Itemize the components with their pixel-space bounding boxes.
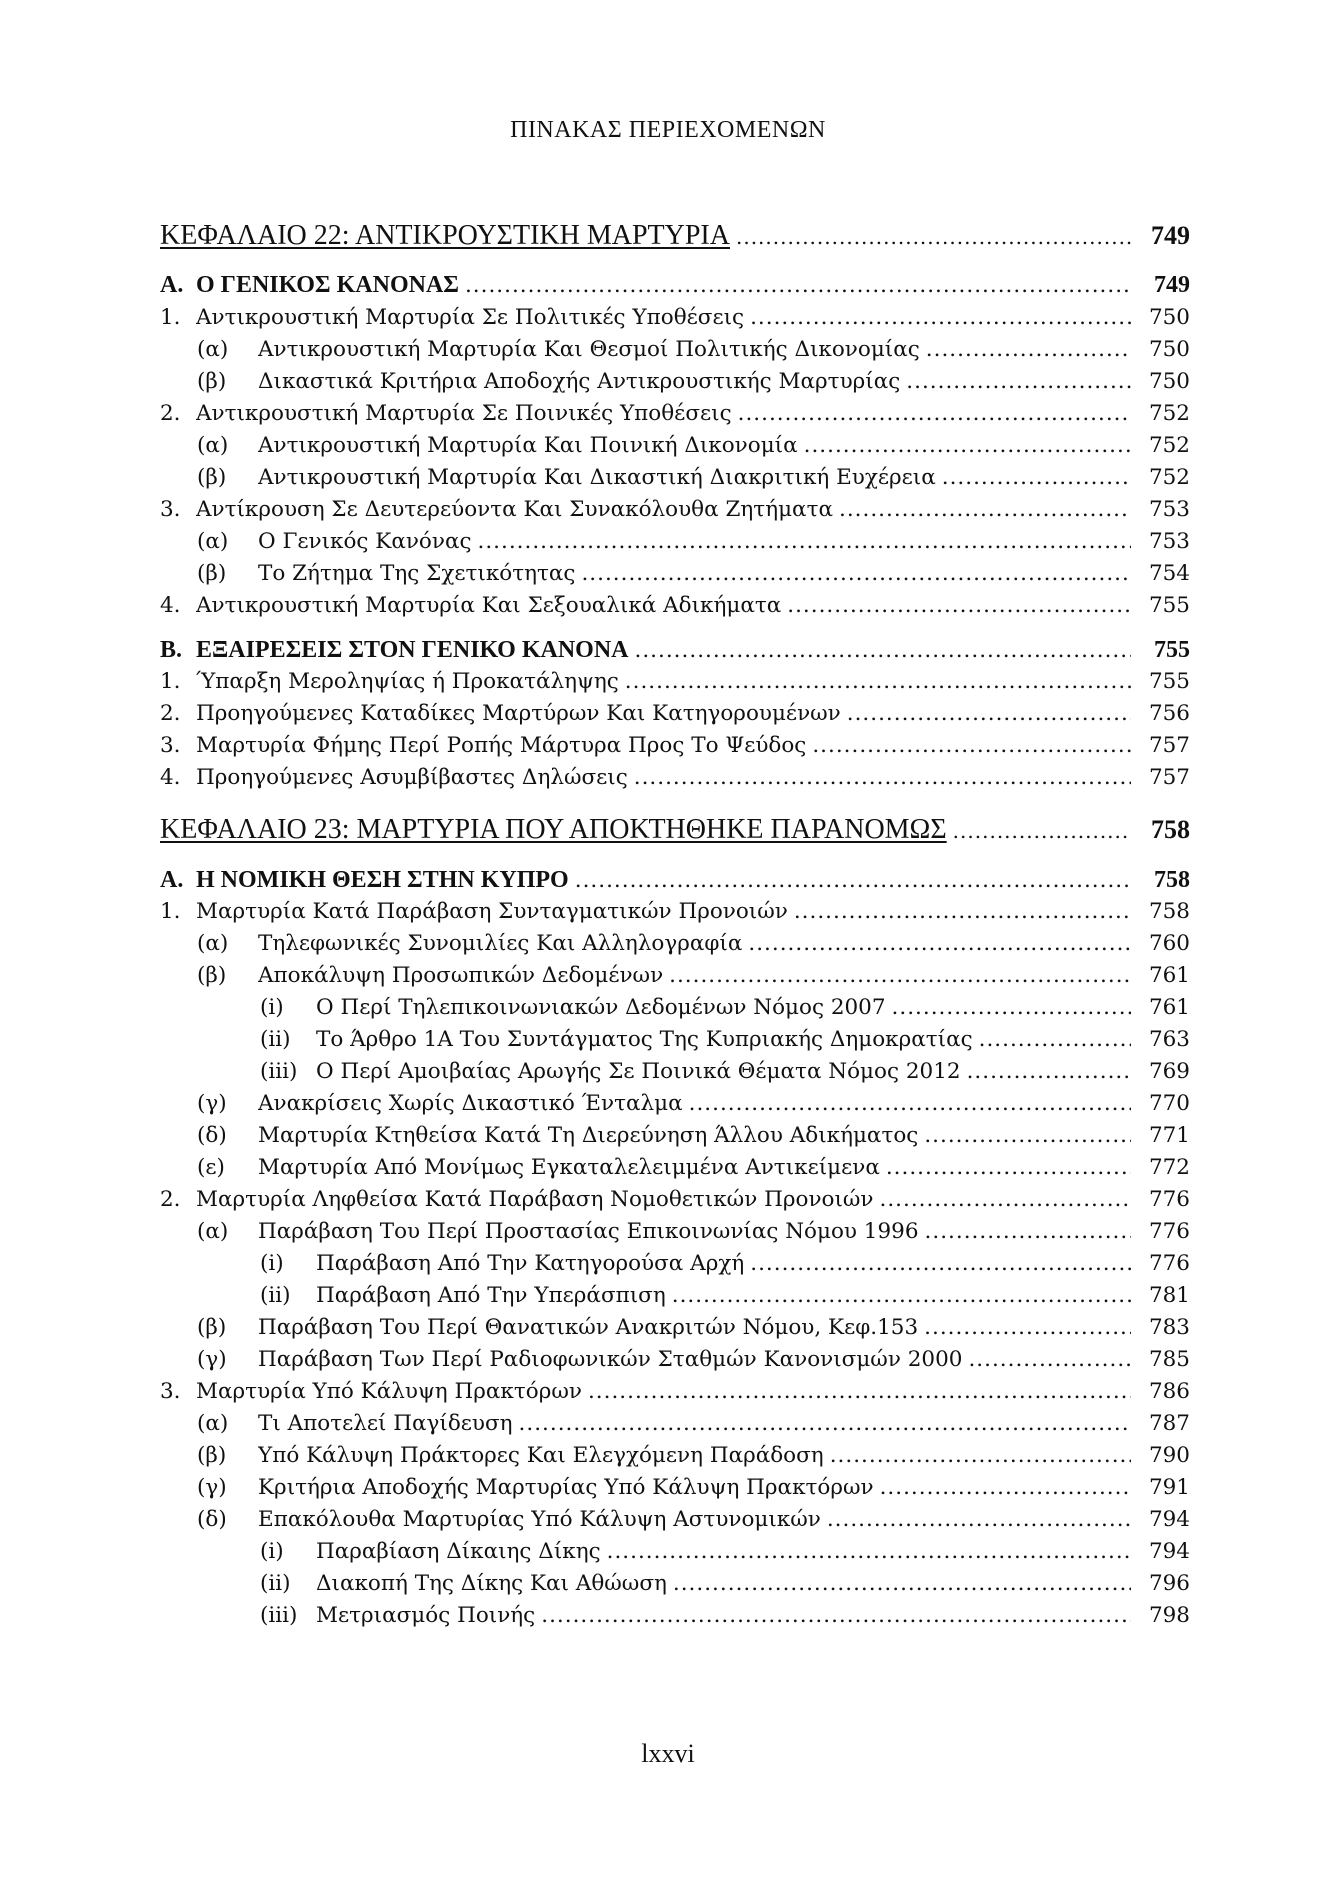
entry-number: 3.: [160, 497, 181, 522]
entry-title: Ο ΓΕΝΙΚΟΣ ΚΑΝΟΝΑΣ: [196, 269, 465, 301]
toc-entry: [0, 1056, 1336, 1088]
entry-page-number: 758: [1148, 899, 1190, 924]
entry-title: Τηλεφωνικές Συνομιλίες Και Αλληλογραφία: [258, 928, 748, 960]
entry-number: (α): [197, 931, 229, 956]
toc-entry: [0, 1472, 1336, 1504]
entry-title: Αποκάλυψη Προσωπικών Δεδομένων: [258, 960, 669, 992]
entry-title: Αντικρουστική Μαρτυρία Και Ποινική Δικονομία: [258, 430, 804, 462]
entry-title: Παράβαση Του Περί Προστασίας Επικοινωνίας Νόμου 1996: [258, 1216, 925, 1248]
toc-entry: [0, 730, 1336, 762]
dot-leader: [830, 1440, 1131, 1472]
entry-number: (β): [197, 1443, 227, 1468]
entry-page-number: 752: [1148, 433, 1190, 458]
dot-leader: [924, 1120, 1131, 1152]
entry-title: Ο Περί Τηλεπικοινωνιακών Δεδομένων Νόμος 2007: [316, 992, 892, 1024]
dot-leader: [880, 1184, 1132, 1216]
entry-page-number: 755: [1154, 637, 1190, 663]
section-entry: [0, 864, 1336, 896]
dot-leader: [886, 1152, 1131, 1184]
entry-page-number: 794: [1148, 1539, 1190, 1564]
entry-page-number: 796: [1148, 1571, 1190, 1596]
entry-number: (β): [197, 465, 227, 490]
entry-number: (α): [197, 433, 229, 458]
dot-leader: [634, 762, 1131, 794]
entry-page-number: 757: [1148, 733, 1190, 758]
entry-number: (i): [260, 1539, 284, 1564]
entry-number: (α): [197, 1219, 229, 1244]
toc-entry: [0, 334, 1336, 366]
entry-title: Η ΝΟΜΙΚΗ ΘΕΣΗ ΣΤΗΝ ΚΥΠΡΟ: [196, 864, 575, 896]
entry-title: ΚΕΦΑΛΑΙΟ 22: ΑΝΤΙΚΡΟΥΣΤΙΚΗ ΜΑΡΤΥΡΙΑ: [160, 220, 736, 252]
dot-leader: [812, 730, 1131, 762]
toc-entry: [0, 590, 1336, 622]
entry-number: (iii): [260, 1603, 298, 1628]
entry-page-number: 756: [1148, 701, 1190, 726]
toc-entry: [0, 1504, 1336, 1536]
dot-leader: [575, 865, 1131, 897]
entry-number: Α.: [160, 867, 184, 893]
toc-entry: [0, 992, 1336, 1024]
section-entry: [0, 634, 1336, 666]
toc-entry: [0, 494, 1336, 526]
entry-title: Κριτήρια Αποδοχής Μαρτυρίας Υπό Κάλυψη Πρακτόρων: [258, 1472, 880, 1504]
entry-number: (ii): [260, 1571, 291, 1596]
entry-title: Αντικρουστική Μαρτυρία Σε Πολιτικές Υποθέσεις: [196, 302, 750, 334]
entry-page-number: 776: [1148, 1219, 1190, 1244]
entry-page-number: 750: [1148, 337, 1190, 362]
toc-entry: [0, 302, 1336, 334]
entry-number: (β): [197, 1315, 227, 1340]
entry-page-number: 755: [1148, 593, 1190, 618]
toc-entry: [0, 896, 1336, 928]
entry-number: (ii): [260, 1283, 291, 1308]
entry-number: 1.: [160, 899, 181, 924]
toc-entry: [0, 558, 1336, 590]
dot-leader: [750, 1248, 1131, 1280]
toc-entry: [0, 1088, 1336, 1120]
entry-number: (iii): [260, 1059, 298, 1084]
toc-entry: [0, 1216, 1336, 1248]
entry-page-number: 785: [1148, 1347, 1190, 1372]
chapter-entry: [0, 814, 1336, 846]
toc-entry: [0, 1408, 1336, 1440]
entry-number: Α.: [160, 272, 184, 298]
entry-page-number: 790: [1148, 1443, 1190, 1468]
entry-page-number: 758: [1154, 867, 1190, 893]
entry-title: Το Άρθρο 1Α Του Συντάγματος Της Κυπριακής Δημοκρατίας: [316, 1024, 979, 1056]
entry-title: Αντίκρουση Σε Δευτερεύοντα Και Συνακόλουθα Ζητήματα: [196, 494, 839, 526]
toc-entry: [0, 1600, 1336, 1632]
toc-entry: [0, 398, 1336, 430]
dot-leader: [880, 1472, 1131, 1504]
dot-leader: [750, 302, 1131, 334]
toc-entry: [0, 462, 1336, 494]
toc-entry: [0, 1280, 1336, 1312]
entry-page-number: 757: [1148, 765, 1190, 790]
entry-page-number: 776: [1148, 1251, 1190, 1276]
entry-number: (γ): [197, 1475, 227, 1500]
entry-page-number: 772: [1148, 1155, 1190, 1180]
entry-title: Προηγούμενες Ασυμβίβαστες Δηλώσεις: [196, 762, 634, 794]
toc-entry: [0, 1568, 1336, 1600]
entry-title: Μαρτυρία Φήμης Περί Ροπής Μάρτυρα Προς Το Ψεύδος: [196, 730, 812, 762]
entry-page-number: 787: [1148, 1411, 1190, 1436]
entry-title: Ο Γενικός Κανόνας: [258, 526, 478, 558]
dot-leader: [804, 430, 1131, 462]
entry-title: Παραβίαση Δίκαιης Δίκης: [316, 1536, 607, 1568]
entry-title: Αντικρουστική Μαρτυρία Και Θεσμοί Πολιτικής Δικονομίας: [258, 334, 926, 366]
entry-page-number: 770: [1148, 1091, 1190, 1116]
entry-title: Προηγούμενες Καταδίκες Μαρτύρων Και Κατηγορουμένων: [196, 698, 847, 730]
dot-leader: [465, 270, 1131, 302]
entry-title: Μαρτυρία Κατά Παράβαση Συνταγματικών Προνοιών: [196, 896, 794, 928]
dot-leader: [581, 558, 1131, 590]
entry-page-number: 755: [1148, 669, 1190, 694]
entry-title: Παράβαση Από Την Υπεράσπιση: [316, 1280, 672, 1312]
dot-leader: [669, 960, 1131, 992]
entry-title: Παράβαση Των Περί Ραδιοφωνικών Σταθμών Κανονισμών 2000: [258, 1344, 968, 1376]
entry-number: (α): [197, 1411, 229, 1436]
entry-title: Επακόλουθα Μαρτυρίας Υπό Κάλυψη Αστυνομικών: [258, 1504, 827, 1536]
dot-leader: [635, 635, 1131, 667]
entry-page-number: 761: [1148, 995, 1190, 1020]
chapter-entry: [0, 220, 1336, 252]
toc-entry: [0, 526, 1336, 558]
entry-title: Ύπαρξη Μεροληψίας ή Προκατάληψης: [196, 666, 625, 698]
dot-leader: [689, 1088, 1131, 1120]
dot-leader: [738, 398, 1131, 430]
dot-leader: [924, 1312, 1131, 1344]
entry-number: (β): [197, 963, 227, 988]
dot-leader: [827, 1504, 1131, 1536]
running-header: ΠΙΝΑΚΑΣ ΠΕΡΙΕΧΟΜΕΝΩΝ: [510, 117, 826, 143]
entry-title: Μαρτυρία Κτηθείσα Κατά Τη Διερεύνηση Άλλου Αδικήματος: [258, 1120, 924, 1152]
dot-leader: [839, 494, 1131, 526]
entry-number: (β): [197, 561, 227, 586]
toc-entry: [0, 1536, 1336, 1568]
dot-leader: [968, 1344, 1131, 1376]
entry-title: Παράβαση Του Περί Θανατικών Ανακριτών Νόμου, Κεφ.153: [258, 1312, 924, 1344]
entry-page-number: 750: [1148, 305, 1190, 330]
entry-number: (i): [260, 995, 284, 1020]
entry-number: 3.: [160, 1379, 181, 1404]
entry-page-number: 750: [1148, 369, 1190, 394]
toc-entry: [0, 960, 1336, 992]
dot-leader: [588, 1376, 1131, 1408]
entry-title: Διακοπή Της Δίκης Και Αθώωση: [316, 1568, 673, 1600]
entry-number: 4.: [160, 593, 181, 618]
entry-number: (γ): [197, 1091, 227, 1116]
dot-leader: [953, 815, 1131, 847]
entry-page-number: 763: [1148, 1027, 1190, 1052]
entry-page-number: 769: [1148, 1059, 1190, 1084]
dot-leader: [906, 366, 1131, 398]
entry-page-number: 786: [1148, 1379, 1190, 1404]
entry-number: 4.: [160, 765, 181, 790]
entry-title: Δικαστικά Κριτήρια Αποδοχής Αντικρουστικής Μαρτυρίας: [258, 366, 906, 398]
dot-leader: [967, 1056, 1131, 1088]
entry-page-number: 776: [1148, 1187, 1190, 1212]
entry-page-number: 749: [1151, 221, 1190, 250]
entry-page-number: 760: [1148, 931, 1190, 956]
entry-page-number: 753: [1148, 497, 1190, 522]
dot-leader: [925, 1216, 1131, 1248]
dot-leader: [673, 1568, 1131, 1600]
toc-entry: [0, 1344, 1336, 1376]
toc-entry: [0, 928, 1336, 960]
toc-entry: [0, 1184, 1336, 1216]
entry-page-number: 781: [1148, 1283, 1190, 1308]
entry-page-number: 798: [1148, 1603, 1190, 1628]
toc-entry: [0, 1312, 1336, 1344]
entry-title: Μετριασμός Ποινής: [316, 1600, 541, 1632]
entry-number: (δ): [197, 1507, 227, 1532]
entry-title: Το Ζήτημα Της Σχετικότητας: [258, 558, 581, 590]
entry-title: ΚΕΦΑΛΑΙΟ 23: ΜΑΡΤΥΡΙΑ ΠΟΥ ΑΠΟΚΤΗΘΗΚΕ ΠΑΡΑΝΟΜΩΣ: [160, 814, 953, 846]
dot-leader: [607, 1536, 1131, 1568]
toc-entry: [0, 698, 1336, 730]
entry-number: 1.: [160, 305, 181, 330]
dot-leader: [672, 1280, 1131, 1312]
dot-leader: [942, 462, 1131, 494]
entry-title: Μαρτυρία Ληφθείσα Κατά Παράβαση Νομοθετικών Προνοιών: [196, 1184, 880, 1216]
toc-entry: [0, 1376, 1336, 1408]
toc-entry: [0, 430, 1336, 462]
entry-title: Μαρτυρία Υπό Κάλυψη Πρακτόρων: [196, 1376, 588, 1408]
entry-page-number: 791: [1148, 1475, 1190, 1500]
entry-title: Παράβαση Από Την Κατηγορούσα Αρχή: [316, 1248, 750, 1280]
dot-leader: [748, 928, 1131, 960]
entry-number: 2.: [160, 401, 181, 426]
entry-page-number: 771: [1148, 1123, 1190, 1148]
entry-number: 2.: [160, 701, 181, 726]
toc-entry: [0, 1440, 1336, 1472]
entry-page-number: 754: [1148, 561, 1190, 586]
dot-leader: [847, 698, 1131, 730]
entry-title: Ανακρίσεις Χωρίς Δικαστικό Ένταλμα: [258, 1088, 689, 1120]
section-entry: [0, 269, 1336, 301]
entry-page-number: 749: [1154, 272, 1190, 298]
dot-leader: [541, 1600, 1131, 1632]
dot-leader: [892, 992, 1131, 1024]
dot-leader: [979, 1024, 1131, 1056]
entry-number: (β): [197, 369, 227, 394]
dot-leader: [794, 896, 1131, 928]
entry-number: 3.: [160, 733, 181, 758]
toc-entry: [0, 1120, 1336, 1152]
dot-leader: [736, 221, 1131, 253]
dot-leader: [478, 526, 1132, 558]
entry-page-number: 752: [1148, 465, 1190, 490]
dot-leader: [519, 1408, 1131, 1440]
entry-number: 2.: [160, 1187, 181, 1212]
toc-entry: [0, 1152, 1336, 1184]
toc-entry: [0, 366, 1336, 398]
entry-page-number: 753: [1148, 529, 1190, 554]
entry-title: Αντικρουστική Μαρτυρία Σε Ποινικές Υποθέσεις: [196, 398, 738, 430]
dot-leader: [787, 590, 1131, 622]
entry-number: (γ): [197, 1347, 227, 1372]
entry-page-number: 783: [1148, 1315, 1190, 1340]
dot-leader: [926, 334, 1131, 366]
entry-title: Αντικρουστική Μαρτυρία Και Δικαστική Διακριτική Ευχέρεια: [258, 462, 942, 494]
entry-title: Υπό Κάλυψη Πράκτορες Και Ελεγχόμενη Παράδοση: [258, 1440, 830, 1472]
toc-entry: [0, 666, 1336, 698]
dot-leader: [625, 666, 1131, 698]
entry-number: (α): [197, 337, 229, 362]
entry-number: (ii): [260, 1027, 291, 1052]
toc-entry: [0, 1248, 1336, 1280]
entry-number: Β.: [160, 637, 183, 663]
entry-number: (i): [260, 1251, 284, 1276]
toc-entry: [0, 762, 1336, 794]
entry-page-number: 761: [1148, 963, 1190, 988]
entry-title: Τι Αποτελεί Παγίδευση: [258, 1408, 519, 1440]
entry-page-number: 758: [1151, 815, 1190, 844]
entry-title: Ο Περί Αμοιβαίας Αρωγής Σε Ποινικά Θέματα Νόμος 2012: [316, 1056, 967, 1088]
toc-entry: [0, 1024, 1336, 1056]
page-number: lxxvi: [641, 1739, 695, 1768]
entry-title: ΕΞΑΙΡΕΣΕΙΣ ΣΤΟΝ ΓΕΝΙΚΟ ΚΑΝΟΝΑ: [196, 634, 635, 666]
entry-number: (δ): [197, 1123, 227, 1148]
entry-title: Μαρτυρία Από Μονίμως Εγκαταλελειμμένα Αντικείμενα: [258, 1152, 886, 1184]
entry-number: (ε): [197, 1155, 225, 1180]
entry-title: Αντικρουστική Μαρτυρία Και Σεξουαλικά Αδικήματα: [196, 590, 787, 622]
entry-number: 1.: [160, 669, 181, 694]
entry-page-number: 752: [1148, 401, 1190, 426]
entry-page-number: 794: [1148, 1507, 1190, 1532]
entry-number: (α): [197, 529, 229, 554]
